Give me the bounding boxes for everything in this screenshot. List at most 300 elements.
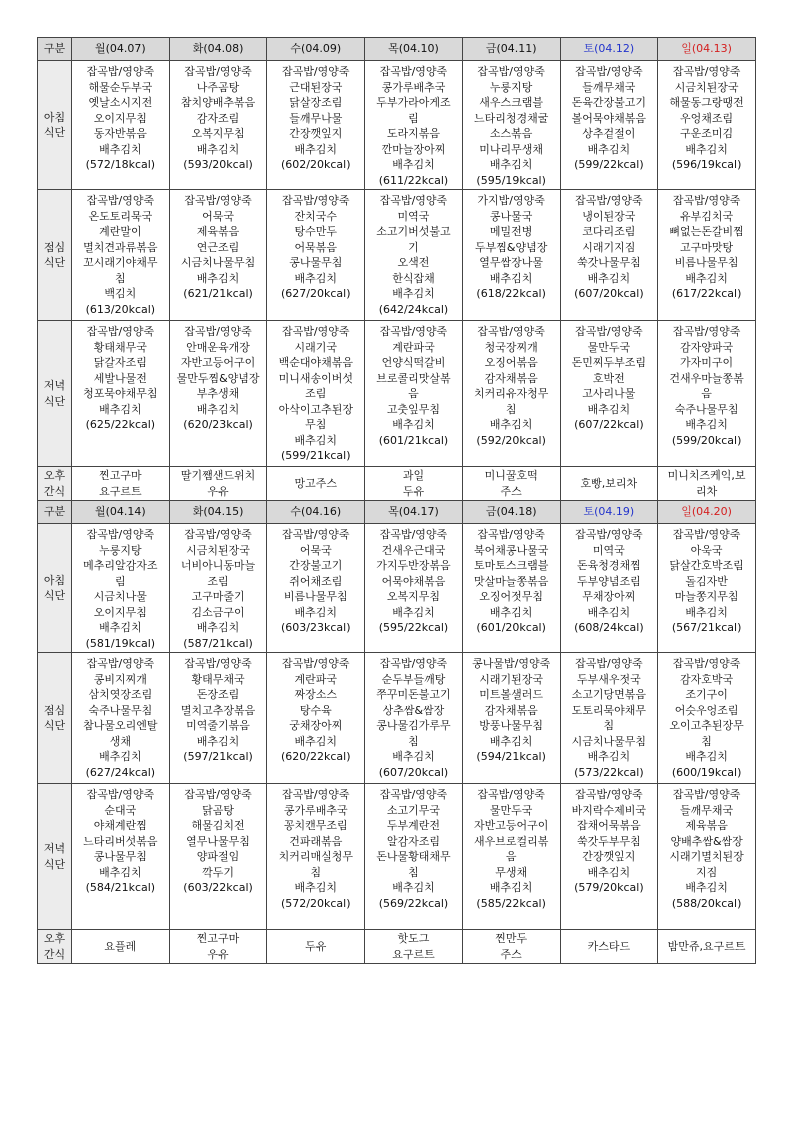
menu-item-line: 어슷우엉조림: [674, 703, 739, 717]
dinner-cell: [658, 784, 756, 930]
menu-item-line: 쭈꾸미돈불고기: [376, 688, 451, 701]
menu-item-line: 느타리버섯볶음: [83, 834, 158, 848]
menu-item-line: 어묵국: [299, 543, 332, 557]
menu-item-line: 닭살간호박조림: [669, 559, 744, 572]
menu-item-line: 어묵야채볶음: [381, 574, 446, 588]
menu-item-line: 상추쌈&쌈장: [382, 703, 445, 717]
menu-item-line: (642/24kcal): [378, 302, 449, 316]
menu-item-line: 요구르트: [99, 484, 142, 498]
day-header: 화(04.15): [169, 501, 267, 524]
menu-item-line: 콩나물국: [489, 209, 533, 223]
menu-item-line: 참나물오리엔탈: [83, 719, 158, 732]
menu-item-line: 잡곡밥/영양죽: [282, 528, 350, 541]
menu-item-line: 양배추쌈&쌈장: [670, 834, 743, 848]
menu-item-line: 청포묵야채무침: [83, 387, 158, 400]
lunch-cell: [658, 653, 756, 784]
menu-item-line: 도라지볶음: [386, 127, 441, 140]
dinner-cell: [72, 321, 170, 467]
menu-item-line: 알감자조림: [386, 834, 441, 848]
snack-cell: [267, 930, 365, 964]
lunch-cell: [267, 190, 365, 321]
menu-table-body: [38, 38, 756, 964]
lunch-cell: [560, 190, 658, 321]
day-header: 토(04.19): [560, 501, 658, 524]
day-header: 토(04.12): [560, 38, 658, 61]
menu-item-line: 잡곡밥/영양죽: [184, 194, 252, 207]
menu-item-line: 미니꿀호떡: [484, 469, 538, 482]
lunch-cell: [72, 653, 170, 784]
menu-item-line: 잡곡밥/영양죽: [672, 788, 741, 801]
lunch-label: [38, 190, 72, 321]
menu-item-line: 북어채콩나물국: [473, 543, 549, 557]
menu-item-line: 딸기쨈샌드위치: [180, 469, 256, 482]
header-label: 구분: [38, 501, 72, 524]
menu-item-line: 우유: [207, 484, 229, 498]
menu-item-line: 카스타드: [587, 939, 631, 953]
menu-item-line: 김소금구이: [191, 605, 245, 619]
menu-item-line: 배추김치: [489, 158, 533, 171]
menu-item-line: 잡곡밥/영양죽: [672, 65, 741, 78]
menu-item-line: 코다리조림: [582, 225, 636, 238]
menu-item-line: 배추김치: [196, 271, 240, 285]
menu-item-line: 배추김치: [489, 271, 533, 285]
menu-item-line: 두유: [402, 484, 425, 498]
menu-item-line: 배추김치: [99, 750, 142, 763]
menu-item-line: 백순대야채볶음: [278, 356, 353, 369]
menu-item-line: (607/20kcal): [378, 765, 449, 779]
breakfast-cell: [169, 61, 267, 190]
dinner-cell: [365, 784, 463, 930]
menu-item-line: 침: [603, 719, 615, 732]
dinner-cell: [658, 321, 756, 467]
menu-item-line: 잡곡밥/영양죽: [477, 325, 545, 338]
menu-item-line: (595/22kcal): [378, 621, 449, 634]
menu-item-line: 잔치국수: [294, 209, 338, 223]
menu-item-line: 비름나물무침: [283, 590, 348, 603]
menu-item-line: (587/21kcal): [183, 636, 253, 650]
menu-item-line: 요플레: [104, 939, 137, 953]
menu-item-line: 양파절임: [196, 850, 240, 863]
menu-item-line: 누룽지탕: [99, 543, 142, 557]
menu-item-line: 잡채어묵볶음: [576, 819, 641, 832]
menu-item-line: 두부가라아게조: [376, 96, 451, 109]
menu-item-line: 오복지무침: [191, 127, 245, 140]
menu-item-line: 아침: [43, 573, 66, 587]
menu-item-line: 자반고등어구이: [473, 819, 549, 832]
menu-item-line: 연근조림: [196, 240, 240, 254]
menu-item-line: 두부양념조림: [576, 574, 641, 588]
menu-item-line: 간식: [43, 484, 66, 498]
menu-item-line: (581/19kcal): [85, 636, 156, 650]
menu-item-line: 주스: [500, 947, 522, 961]
dinner-cell: [560, 784, 658, 930]
menu-item-line: (569/22kcal): [378, 896, 449, 910]
menu-item-line: 잡곡밥/영양죽: [86, 528, 155, 541]
menu-item-line: 침: [408, 734, 419, 748]
breakfast-cell: [462, 524, 560, 653]
menu-item-line: 잡곡밥/영양죽: [379, 788, 448, 801]
day-header: 목(04.10): [365, 38, 463, 61]
menu-item-line: 잡곡밥/영양죽: [379, 657, 448, 670]
menu-item-line: 새우브로컬리볶: [473, 834, 549, 848]
menu-item-line: 순두부들깨탕: [381, 672, 446, 686]
menu-item-line: 배추김치: [587, 271, 631, 285]
menu-item-line: 아욱국: [690, 543, 723, 557]
menu-item-line: 무생채: [495, 865, 528, 879]
menu-item-line: 침: [408, 865, 419, 879]
day-header: 화(04.08): [169, 38, 267, 61]
snack-cell: [169, 930, 267, 964]
menu-item-line: 탕수만두: [294, 225, 338, 238]
menu-item-line: 꼬시래기야채무: [83, 256, 158, 269]
menu-item-line: 치커리매실청무: [278, 850, 353, 863]
menu-item-line: 식단: [43, 589, 66, 602]
menu-item-line: 잡곡밥/영양죽: [184, 325, 252, 338]
menu-item-line: 아침: [43, 110, 66, 124]
menu-item-line: (617/22kcal): [671, 287, 742, 300]
menu-item-line: 림: [115, 574, 126, 588]
dinner-cell: [267, 784, 365, 930]
menu-item-line: 잡곡밥/영양죽: [575, 194, 643, 207]
menu-item-line: 감자호박국: [680, 672, 734, 686]
menu-item-line: 잡곡밥/영양죽: [86, 788, 155, 801]
menu-item-line: 잡곡밥/영양죽: [184, 65, 252, 78]
menu-item-line: (599/20kcal): [671, 433, 742, 447]
menu-item-line: 건새우마늘쫑볶: [669, 371, 744, 385]
menu-item-line: (579/20kcal): [574, 881, 644, 894]
menu-item-line: 시금치된장국: [186, 543, 250, 557]
breakfast-cell: [658, 524, 756, 653]
menu-item-line: 미역국: [397, 209, 430, 223]
menu-item-line: 조기구이: [685, 688, 728, 701]
menu-item-line: 해물순두부국: [88, 80, 153, 94]
menu-item-line: (592/20kcal): [476, 433, 546, 447]
menu-item-line: 배추김치: [294, 271, 338, 285]
menu-item-line: 시래기지짐: [582, 240, 636, 254]
menu-item-line: (584/21kcal): [85, 881, 156, 894]
menu-item-line: 콩비지찌개: [93, 672, 147, 686]
menu-item-line: 잡곡밥/영양죽: [379, 325, 448, 338]
menu-item-line: 볼어묵야채볶음: [571, 111, 647, 125]
menu-item-line: 메추리알감자조: [83, 559, 158, 572]
menu-item-line: 오이고추된장무: [669, 719, 744, 732]
menu-item-line: (601/20kcal): [476, 621, 546, 634]
menu-item-line: 배추김치: [685, 418, 728, 431]
snack-row: [38, 467, 756, 501]
menu-item-line: 계란파국: [294, 672, 338, 686]
header-label: 구분: [38, 38, 72, 61]
menu-item-line: 탕수육: [299, 703, 332, 717]
menu-item-line: 나주곰탕: [196, 80, 240, 94]
breakfast-cell: [72, 524, 170, 653]
menu-item-line: 침: [701, 734, 712, 748]
weekly-meal-table: [37, 37, 756, 964]
menu-item-line: 미트볼샐러드: [479, 688, 544, 701]
menu-item-line: 두유: [305, 939, 327, 953]
menu-item-line: 오징어젓무침: [479, 590, 544, 603]
dinner-cell: [169, 784, 267, 930]
menu-item-line: 잡곡밥/영양죽: [575, 325, 643, 338]
breakfast-cell: [560, 61, 658, 190]
menu-item-line: 림: [408, 111, 419, 125]
menu-item-line: 배추김치: [587, 605, 631, 619]
menu-item-line: 잡곡밥/영양죽: [282, 325, 350, 338]
menu-item-line: 꽁치캔무조림: [283, 819, 348, 832]
menu-item-line: 콩나물밥/영양죽: [472, 657, 551, 670]
menu-item-line: 잡곡밥/영양죽: [575, 528, 643, 541]
menu-item-line: 계란파국: [392, 340, 435, 354]
menu-item-line: 오색전: [397, 256, 430, 269]
menu-item-line: 배추김치: [587, 865, 631, 879]
menu-item-line: 새우스크램블: [479, 96, 544, 109]
menu-item-line: 가지두반장볶음: [376, 559, 451, 572]
menu-item-line: 콩나물김가루무: [376, 719, 451, 732]
snack-cell: [72, 467, 170, 501]
menu-item-line: (608/24kcal): [574, 621, 644, 634]
menu-item-line: 잡곡밥/영양죽: [86, 325, 155, 338]
menu-item-line: 황태무채국: [191, 672, 245, 686]
menu-item-line: (597/21kcal): [183, 750, 253, 763]
day-header: 월(04.07): [72, 38, 170, 61]
menu-item-line: 배추김치: [392, 605, 435, 619]
menu-item-line: 감자채볶음: [484, 703, 538, 717]
menu-item-line: 배추김치: [99, 402, 142, 416]
dinner-cell: [169, 321, 267, 467]
menu-item-line: 브로콜리맛살볶: [376, 371, 451, 385]
menu-item-line: 침: [115, 271, 126, 285]
menu-item-line: 돈민찌두부조림: [571, 356, 647, 369]
lunch-cell: [169, 653, 267, 784]
menu-item-line: (596/19kcal): [671, 158, 742, 171]
menu-item-line: (585/22kcal): [476, 896, 546, 910]
menu-item-line: 물만두국: [587, 340, 631, 354]
menu-item-line: 저녁: [43, 842, 66, 855]
menu-item-line: 고구마줄기: [191, 590, 245, 603]
menu-item-line: 간장깻잎지: [289, 127, 343, 140]
menu-item-line: 잡곡밥/영양죽: [86, 657, 155, 670]
menu-item-line: 오후: [43, 932, 66, 945]
menu-item-line: (627/24kcal): [85, 765, 156, 779]
breakfast-cell: [658, 61, 756, 190]
menu-item-line: 배추김치: [489, 734, 533, 748]
menu-item-line: 백김치: [104, 287, 137, 300]
day-header: 수(04.16): [267, 501, 365, 524]
menu-item-line: 식단: [43, 256, 66, 269]
menu-item-line: 배추김치: [294, 142, 338, 156]
menu-item-line: 쑥갓두부무침: [576, 834, 641, 848]
menu-item-line: 시래기국: [294, 340, 338, 354]
menu-item-line: 조림: [207, 574, 229, 588]
menu-item-line: 깍두기: [202, 865, 234, 879]
menu-item-line: 깐마늘장아찌: [381, 142, 446, 156]
menu-item-line: (572/20kcal): [281, 896, 351, 910]
menu-item-line: (607/20kcal): [574, 287, 644, 300]
menu-item-line: 생채: [109, 734, 131, 748]
menu-item-line: 오후: [43, 469, 66, 482]
snack-cell: [462, 467, 560, 501]
menu-item-line: 치커리유자청무: [473, 387, 549, 400]
menu-item-line: 잡곡밥/영양죽: [379, 528, 448, 541]
menu-item-line: 미니치즈케익,보: [667, 469, 746, 482]
menu-item-line: 소고기버섯불고: [376, 225, 451, 238]
menu-item-line: 배추김치: [587, 750, 631, 763]
breakfast-label: [38, 524, 72, 653]
menu-item-line: 아삭이고추된장: [278, 402, 353, 416]
menu-item-line: 시금치된장국: [674, 80, 739, 94]
menu-item-line: 느타리청경채굴: [473, 111, 549, 125]
snack-label: [38, 467, 72, 501]
menu-item-line: 참치양배추볶음: [180, 96, 256, 109]
snack-row: [38, 930, 756, 964]
menu-item-line: 방풍나물무침: [479, 719, 544, 732]
menu-item-line: 쥐어채조림: [289, 574, 343, 588]
dinner-cell: [365, 321, 463, 467]
menu-item-line: 잡곡밥/영양죽: [379, 65, 448, 78]
day-header: 목(04.17): [365, 501, 463, 524]
lunch-cell: [560, 653, 658, 784]
menu-item-line: (593/20kcal): [183, 158, 253, 171]
menu-item-line: 소고기당면볶음: [571, 688, 647, 701]
menu-item-line: 배추김치: [196, 142, 240, 156]
menu-item-line: 망고주스: [294, 476, 338, 490]
menu-item-line: 배추김치: [489, 605, 533, 619]
menu-item-line: (594/21kcal): [476, 750, 546, 763]
menu-item-line: 시금치나물무침: [571, 734, 647, 748]
menu-item-line: 열무쌈장나물: [479, 256, 544, 269]
menu-item-line: (588/20kcal): [671, 896, 742, 910]
menu-item-line: 잡곡밥/영양죽: [282, 65, 350, 78]
menu-item-line: 콩가루배추국: [381, 80, 446, 94]
menu-item-line: 잡곡밥/영양죽: [672, 528, 741, 541]
menu-item-line: 잡곡밥/영양죽: [575, 788, 643, 801]
menu-item-line: 마늘쫑지무침: [674, 590, 739, 603]
menu-item-line: 배추김치: [294, 734, 338, 748]
menu-item-line: 너비아니동마늘: [180, 559, 256, 572]
menu-item-line: 배추김치: [294, 605, 338, 619]
day-header: 월(04.14): [72, 501, 170, 524]
menu-item-line: 돌김자반: [685, 574, 728, 588]
menu-item-line: 토마토스크램블: [473, 559, 549, 572]
menu-item-line: 도토리묵야채무: [571, 703, 647, 717]
menu-item-line: (613/20kcal): [85, 302, 156, 316]
week-header-row: [38, 38, 756, 61]
menu-item-line: 온도토리묵국: [88, 209, 153, 223]
menu-item-line: 계란말이: [99, 225, 142, 238]
menu-item-line: 닭갈자조림: [93, 356, 147, 369]
menu-item-line: 배추김치: [294, 433, 338, 447]
menu-item-line: 두부찜&양념장: [474, 240, 548, 254]
menu-item-line: 배추김치: [685, 271, 728, 285]
menu-item-line: 냉이된장국: [582, 209, 636, 223]
menu-item-line: 시금치나물무침: [180, 256, 256, 269]
menu-item-line: 궁채장아찌: [289, 719, 343, 732]
menu-item-line: 잡곡밥/영양죽: [282, 657, 350, 670]
menu-item-line: 닭곰탕: [202, 803, 234, 817]
menu-item-line: 감자양파국: [680, 340, 734, 354]
menu-item-line: 숙주나물무침: [88, 703, 153, 717]
menu-item-line: 배추김치: [489, 418, 533, 431]
menu-item-line: 콩나물무침: [93, 850, 147, 863]
menu-item-line: 짜장소스: [294, 688, 338, 701]
menu-item-line: 배추김치: [99, 142, 142, 156]
dinner-label: [38, 321, 72, 467]
menu-item-line: 배추김치: [587, 402, 631, 416]
breakfast-row: [38, 61, 756, 190]
day-header: 금(04.11): [462, 38, 560, 61]
snack-cell: [560, 467, 658, 501]
menu-item-line: 오복지무침: [386, 590, 441, 603]
breakfast-cell: [560, 524, 658, 653]
menu-item-line: 미나리무생채: [479, 142, 544, 156]
menu-item-line: 식단: [43, 394, 66, 408]
menu-item-line: 황태채무국: [93, 340, 147, 354]
menu-item-line: 배추김치: [392, 881, 435, 894]
menu-item-line: 점심: [43, 703, 66, 717]
menu-item-line: 우엉채조림: [680, 111, 734, 125]
snack-cell: [462, 930, 560, 964]
menu-item-line: 고사리나물: [582, 387, 636, 400]
menu-item-line: 침: [505, 402, 517, 416]
lunch-cell: [462, 653, 560, 784]
menu-item-line: 콩나물무침: [289, 256, 343, 269]
menu-item-line: (620/22kcal): [281, 750, 351, 763]
lunch-cell: [72, 190, 170, 321]
menu-item-line: 무침: [305, 418, 327, 431]
day-header: 금(04.18): [462, 501, 560, 524]
menu-item-line: 어묵볶음: [294, 240, 338, 254]
menu-item-line: 지짐: [695, 865, 718, 879]
menu-item-line: 감자조림: [196, 111, 240, 125]
menu-item-line: 잡곡밥/영양죽: [86, 65, 155, 78]
menu-item-line: (603/23kcal): [281, 621, 351, 634]
menu-item-line: 음: [505, 850, 517, 863]
menu-item-line: 상추겉절이: [582, 127, 636, 140]
menu-item-line: 밤만쥬,요구르트: [667, 939, 746, 953]
menu-item-line: 잡곡밥/영양죽: [477, 65, 545, 78]
menu-item-line: 제육볶음: [196, 225, 240, 238]
dinner-row: [38, 784, 756, 930]
dinner-label: [38, 784, 72, 930]
menu-item-line: 열무나물무침: [186, 834, 250, 848]
lunch-cell: [169, 190, 267, 321]
dinner-cell: [560, 321, 658, 467]
menu-item-line: 고춧잎무침: [386, 402, 441, 416]
menu-item-line: 들깨무채국: [582, 80, 636, 94]
lunch-label: [38, 653, 72, 784]
lunch-cell: [365, 653, 463, 784]
menu-item-line: 저녁: [43, 379, 66, 392]
menu-item-line: 배추김치: [489, 881, 533, 894]
menu-item-line: 돈장조림: [196, 688, 240, 701]
menu-item-line: 식단: [43, 719, 66, 732]
menu-item-line: 미역줄기볶음: [186, 719, 250, 732]
menu-item-line: 순대국: [104, 803, 137, 817]
menu-item-line: 잡곡밥/영양죽: [672, 657, 741, 670]
dinner-cell: [462, 321, 560, 467]
menu-item-line: 메밀전병: [489, 225, 533, 238]
menu-item-line: 누룽지탕: [489, 80, 533, 94]
menu-item-line: 가자미구이: [680, 356, 734, 369]
menu-item-line: 안매운육개장: [186, 340, 250, 354]
week-header-row: [38, 501, 756, 524]
breakfast-cell: [267, 61, 365, 190]
menu-item-line: 멸치견과류볶음: [83, 240, 158, 254]
menu-item-line: 잡곡밥/영양죽: [672, 325, 741, 338]
menu-item-line: 호빵,보리차: [580, 476, 638, 490]
menu-item-line: (599/22kcal): [574, 158, 644, 171]
menu-item-line: 오징어볶음: [484, 356, 538, 369]
day-header: 수(04.09): [267, 38, 365, 61]
